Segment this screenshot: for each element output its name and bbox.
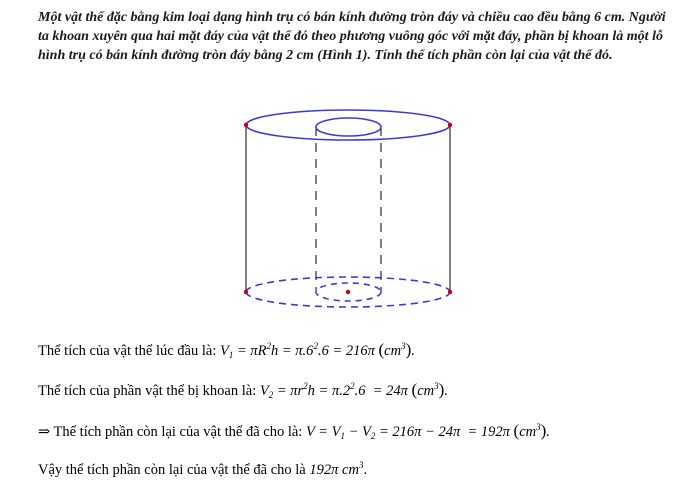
bottom-outer-front [246,292,450,307]
line4-label: Vậy thể tích phần còn lại của vật thể đã cho là [38,462,310,478]
top-inner-ellipse [316,118,381,136]
bottom-outer-back [246,277,450,292]
line1-label: Thể tích của vật thể lúc đầu là: [38,343,220,359]
line2-label: Thể tích của phần vật thể bị khoan là: [38,383,260,399]
line4-unit: $cm^3$ [342,460,364,478]
point-bottom-center [346,290,350,294]
point-top-left [244,123,248,127]
point-top-right [448,123,452,127]
problem-text: Một vật thể đặc bằng kim loại dạng hình trụ có bán kính đường tròn đáy và chiều cao đều bằng 6 cm. Người ta khoan xuyên qua hai mặt đáy của vật thể đó theo phương vuông góc với mặt đáy, phần bị khoan là một lỗ hình trụ có bán kính đường tròn đáy bằng 2 cm (Hình 1). Tính thể tích phần còn lại của vật thể đó. [38,10,666,63]
solution-line-3 [38,421,550,441]
line2-formula: $V_2 = \pi r^2h = \pi.2^2.6 = 24\pi$ $(cm^3)$. [259,380,448,400]
line4-value: 192π [309,462,339,478]
line1-formula: $V_1 = \pi R^2h = \pi.6^2.6 = 216\pi$ $(cm^3)$. [219,340,415,360]
point-bottom-left [244,290,248,294]
solution-line-4: Vậy thể tích phần còn lại của vật thể đã cho là 192π $cm^3$. [38,460,368,478]
solution-line-1 [38,340,415,360]
solution-line-2 [38,380,448,400]
point-bottom-right [448,290,452,294]
line3-label: ⇒ Thể tích phần còn lại của vật thể đã cho là: [38,424,306,440]
line3-formula: $V = V_1 - V_2 = 216\pi - 24\pi = 192\pi$ $(cm^3)$. [305,421,550,441]
